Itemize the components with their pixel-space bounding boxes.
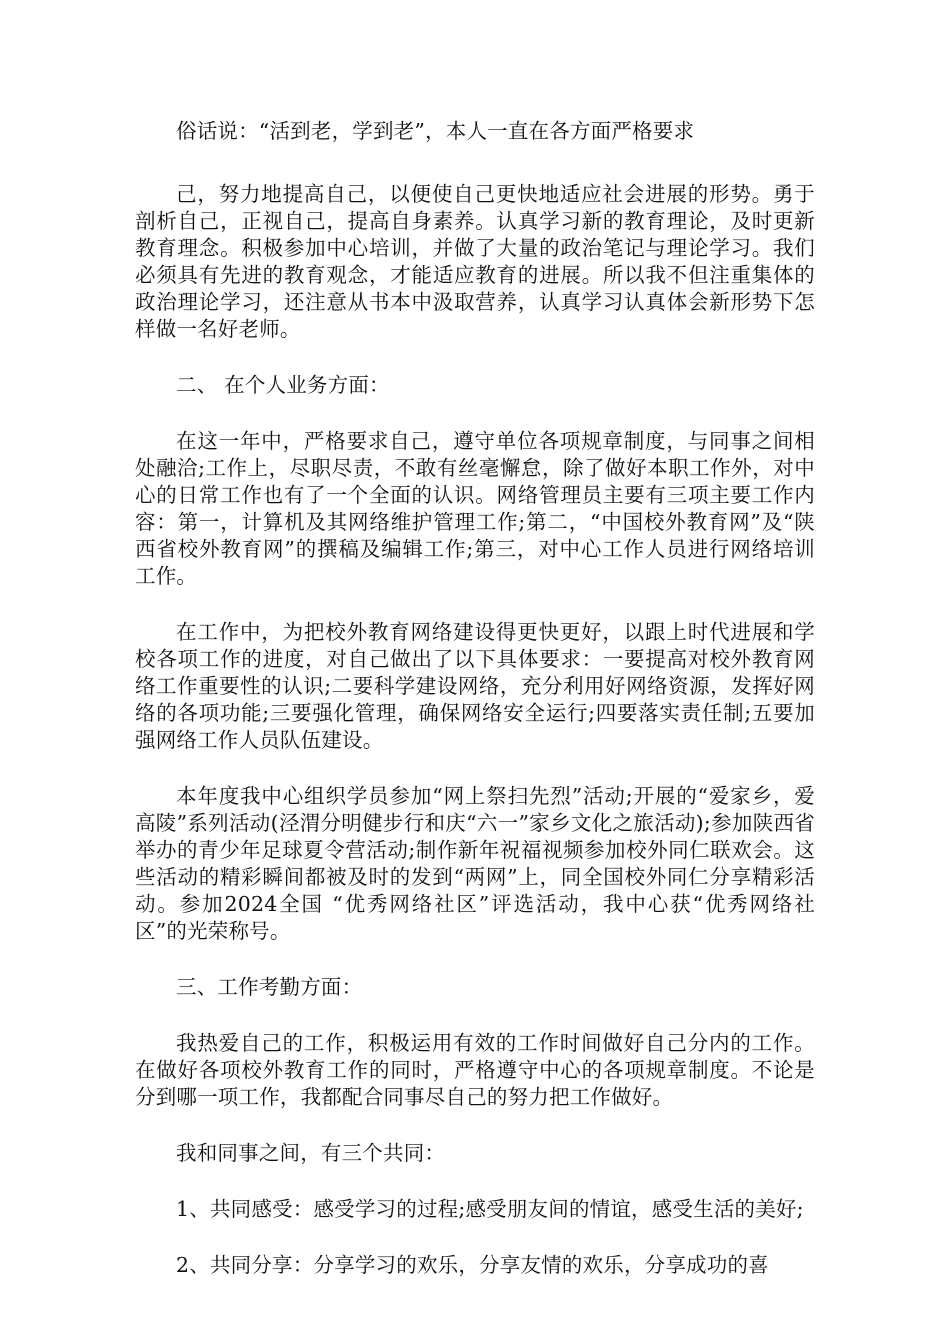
paragraph-attendance: 我热爱自己的工作，积极运用有效的工作时间做好自己分内的工作。在做好各项校外教育工作的同时，严格遵守中心的各项规章制度。不论是分到哪一项工作，我都配合同事尽自己的努力把工作做好。 — [135, 1031, 815, 1109]
section-heading-business: 二、 在个人业务方面： — [176, 373, 390, 397]
paragraph-intro: 俗话说：“活到老，学到老”，本人一直在各方面严格要求 — [176, 119, 695, 143]
paragraph-three-commons: 我和同事之间，有三个共同： — [176, 1141, 446, 1165]
paragraph-self-improvement: 己，努力地提高自己，以便使自己更快地适应社会进展的形势。勇于剖析自己，正视自己，提高自身素养。认真学习新的教育理论，及时更新教育理念。积极参加中心培训，并做了大量的政治笔记与理论学习。我们必须具有先进的教育观念，才能适应教育的进展。所以我不但注重集体的政治理论学习，还注意从书本中汲取营养，认真学习认真体会新形势下怎样做一名好老师。 — [135, 182, 815, 341]
paragraph-work-duties: 在这一年中，严格要求自己，遵守单位各项规章制度，与同事之间相处融洽;工作上，尽职尽责，不敢有丝毫懈怠，除了做好本职工作外，对中心的日常工作也有了一个全面的认识。网络管理员主要有三项主要工作内容：第一，计算机及其网络维护管理工作;第二，“中国校外教育网”及“陕西省校外教育网”的撰稿及编辑工作;第三，对中心工作人员进行网络培训工作。 — [135, 429, 815, 588]
section-heading-attendance: 三、工作考勤方面： — [176, 975, 363, 999]
paragraph-requirements: 在工作中，为把校外教育网络建设得更快更好，以跟上时代进展和学校各项工作的进度，对自己做出了以下具体要求：一要提高对校外教育网络工作重要性的认识;二要科学建设网络，充分利用好网络资源，发挥好网络的各项功能;三要强化管理，确保网络安全运行;四要落实责任制;五要加强网络工作人员队伍建设。 — [135, 620, 815, 752]
paragraph-activities: 本年度我中心组织学员参加“网上祭扫先烈”活动;开展的“爱家乡，爱高陵”系列活动(泾渭分明健步行和庆“六一”家乡文化之旅活动);参加陕西省举办的青少年足球夏令营活动;制作新年祝福视频参加校外同仁联欢会。这些活动的精彩瞬间都被及时的发到“两网”上，同全国校外同仁分享精彩活动。参加2024全国 “优秀网络社区”评选活动，我中心获“优秀网络社区”的光荣称号。 — [135, 784, 815, 943]
list-item-common-feeling: 1、共同感受：感受学习的过程;感受朋友间的情谊，感受生活的美好; — [176, 1197, 804, 1221]
list-item-common-sharing: 2、共同分享：分享学习的欢乐，分享友情的欢乐，分享成功的喜 — [176, 1253, 769, 1277]
document-body — [135, 118, 815, 1279]
